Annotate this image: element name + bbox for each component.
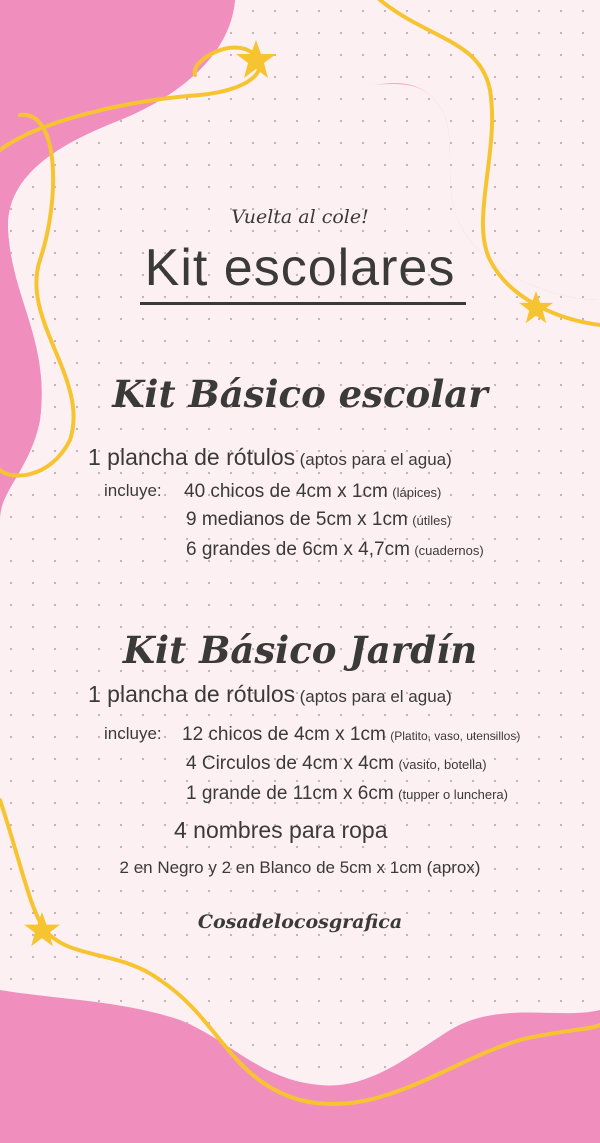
kicker-text: Vuelta al cole!	[231, 206, 369, 228]
list-item: 6 grandes de 6cm x 4,7cm (cuadernos)	[186, 539, 484, 560]
sheet-note: (aptos para el agua)	[299, 450, 452, 469]
clothes-detail: 2 en Negro y 2 en Blanco de 5cm x 1cm (aprox)	[119, 858, 481, 877]
clothes-title: 4 nombres para ropa	[174, 817, 388, 843]
kit-basico-sheet	[88, 444, 452, 471]
sheet-main: 1 plancha de rótulos	[88, 681, 296, 707]
list-item: 4 Circulos de 4cm x 4cm (vasito, botella)	[186, 753, 487, 774]
includes-label: incluye:	[104, 724, 162, 743]
kit-jardin-title: Kit Básico Jardín	[122, 628, 478, 672]
title-underline	[140, 302, 466, 305]
sheet-main: 1 plancha de rótulos	[88, 444, 296, 470]
kit-basico-title: Kit Básico escolar	[112, 372, 488, 416]
includes-label: incluye:	[104, 481, 162, 500]
list-item: 1 grande de 11cm x 6cm (tupper o lunchera)	[186, 783, 508, 804]
list-item: 40 chicos de 4cm x 1cm (lápices)	[184, 481, 442, 502]
list-item: 12 chicos de 4cm x 1cm (Platito, vaso, utensillos)	[182, 724, 521, 745]
signature: Cosadelocosgrafica	[197, 911, 403, 933]
kit-jardin-sheet	[88, 681, 452, 708]
list-item: 9 medianos de 5cm x 1cm (útiles)	[186, 509, 452, 530]
sheet-note: (aptos para el agua)	[299, 687, 452, 706]
page-title: Kit escolares	[144, 239, 456, 297]
